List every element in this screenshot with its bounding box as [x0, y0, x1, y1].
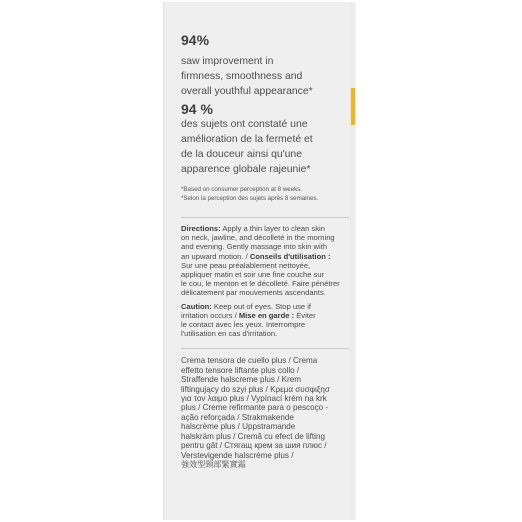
stat-fr-text: des sujets ont constaté une amélioration de la fermeté et de la douceur ainsi qu'une apparence globale rajeunie* — [181, 119, 313, 175]
divider — [181, 348, 349, 349]
directions-block — [181, 224, 349, 298]
directions-text: Apply a thin layer to clean skin on neck, jawline, and décolleté in the morning and evening. Gently massage into skin with an upward motion. / — [181, 224, 335, 261]
box-fold-edge — [350, 2, 356, 520]
product-names-multilingual: Crema tensora de cuello plus / Crema effetto tensore liftante plus collo / Straffende halscreme plus / Krem liftingujący do szyi plus / Κρεμα συσφιξησ για τον λαιμο plus / Vypínací krém na krk plus / Creme refirmante para o pescoço - ação reforçada / Strakmakende halscrème plus / Uppstramande halskräm plus / Cremă cu efect de lifting pentru gât / Стягащ крем за шия плюс / Verstevigende halscrème plus / 強效型頸部緊實霜 — [181, 356, 330, 469]
caution-text: Keep out of eyes. Stop use if irritation occurs / — [181, 301, 312, 320]
footnote-fr: *Selon la perception des sujets après 8 semaines. — [181, 195, 319, 202]
conseils-text: Sur une peau préalablement nettoyée, appliquer matin et soir une fine couche sur le cou, le menton et le décolleté. Faire pénétrer délicatement par mouvements ascendants. — [181, 260, 340, 298]
mise-label: Mise en garde : — [238, 310, 295, 320]
footnote-en: *Based on consumer perception at 8 weeks. — [181, 186, 303, 193]
caution-block — [181, 302, 349, 339]
directions-label: Directions: — [181, 224, 221, 233]
panel-content — [181, 32, 349, 469]
divider — [181, 217, 349, 218]
stat-fr-value: 94 % — [181, 101, 213, 117]
stat-en-value: 94% — [181, 32, 210, 48]
mise-text: Éviter le contact avec les yeux. Interrompre l'utilisation en cas d'irritation. — [181, 310, 316, 339]
caution-label: Caution: — [181, 301, 212, 311]
yellow-accent-stripe — [351, 88, 355, 125]
conseils-label: Conseils d'utilisation : — [249, 251, 331, 261]
stat-en-text: saw improvement in firmness, smoothness and overall youthful appearance* — [181, 56, 313, 97]
